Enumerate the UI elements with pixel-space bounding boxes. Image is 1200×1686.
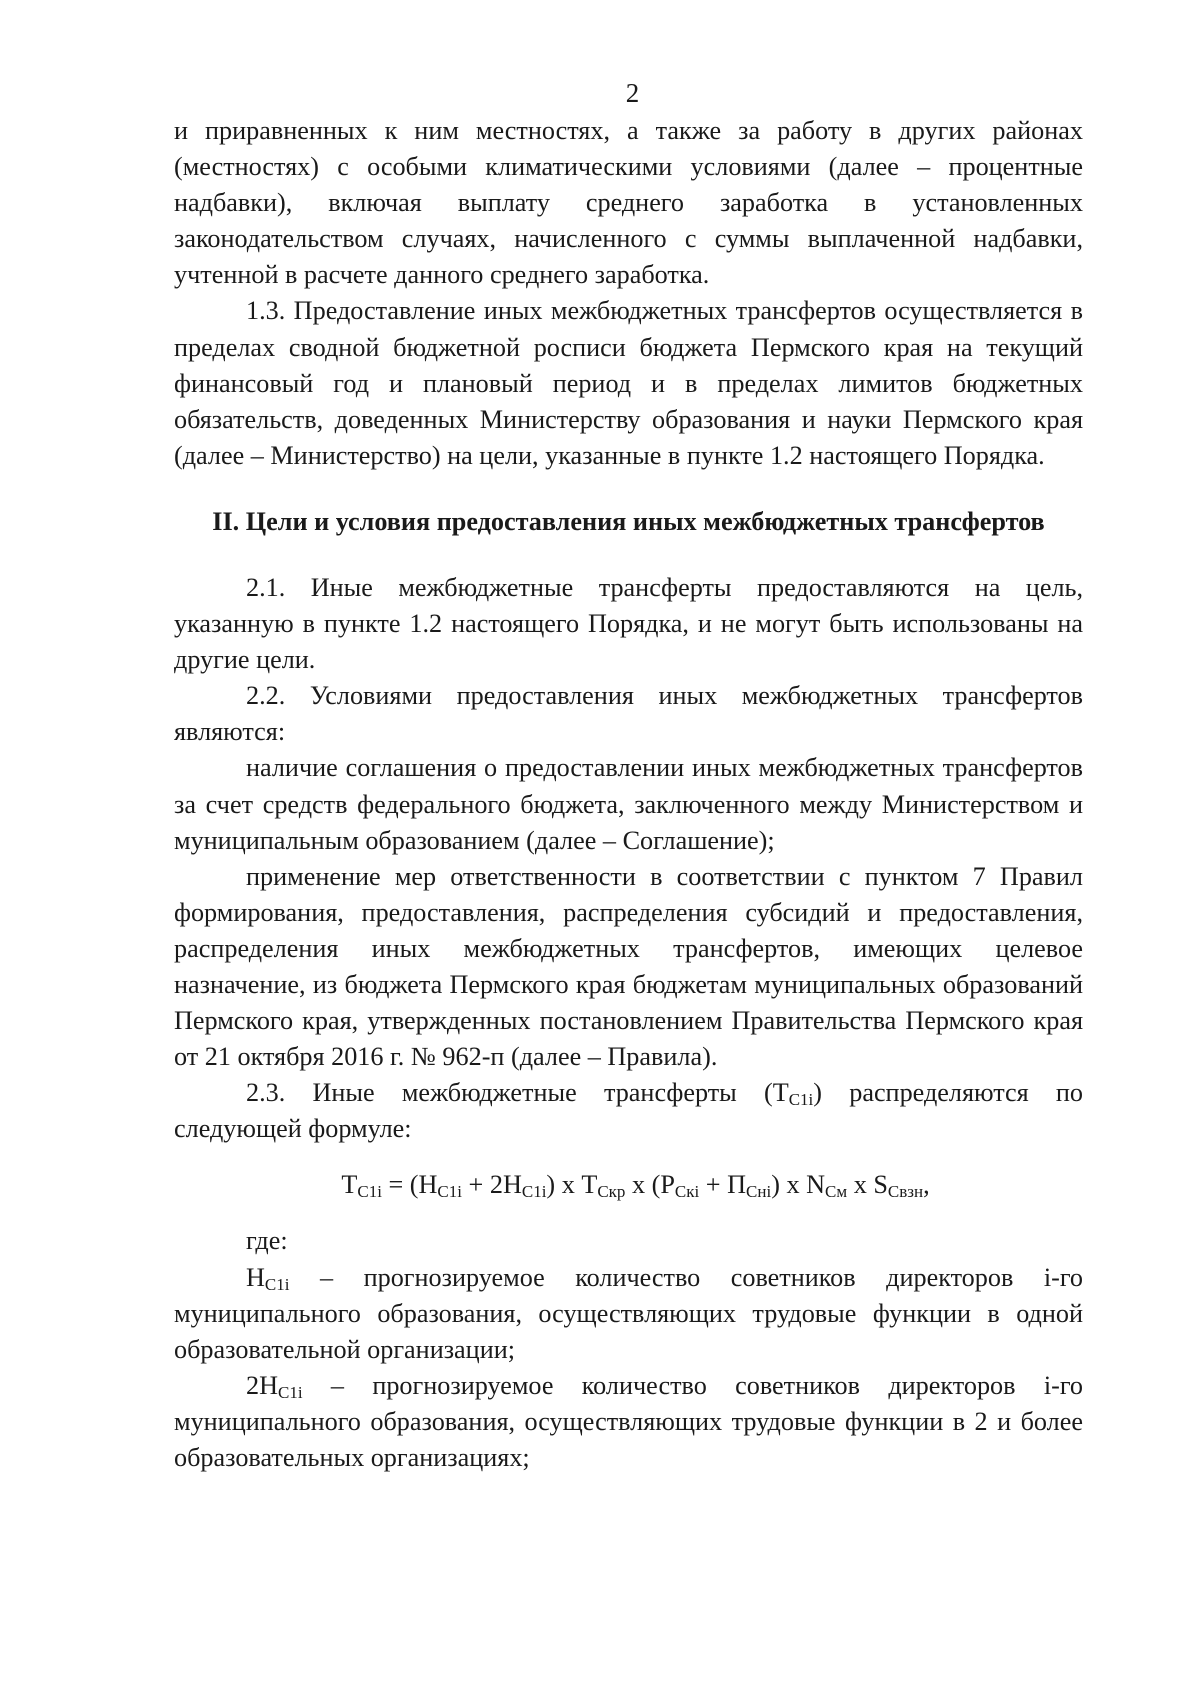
formula-part: = (Н (381, 1170, 438, 1200)
definition-term-subscript: C1i (264, 1274, 290, 1294)
formula-subscript: См (825, 1182, 848, 1202)
definition-term-letter: Н (246, 1262, 265, 1292)
formula-part: Т (341, 1170, 358, 1200)
formula-subscript: Снi (746, 1182, 772, 1202)
paragraph-2-2: 2.2. Условиями предоставления иных межбюджетных трансфертов являются: (174, 681, 1083, 747)
definition-term (246, 1371, 303, 1400)
paragraph-2-1: 2.1. Иные межбюджетные трансферты предоставляются на цель, указанную в пункте 1.2 настоящего Порядка, и не могут быть использованы на другие цели. (174, 572, 1083, 675)
paragraph-2-3-subscript: C1i (788, 1090, 814, 1110)
formula-subscript: C1i (437, 1182, 462, 1202)
section-heading: II. Цели и условия предоставления иных межбюджетных трансфертов (212, 506, 1045, 536)
definition-term-letter: 2Н (246, 1370, 279, 1400)
formula-part: х S (847, 1170, 888, 1200)
paragraph-condition-agreement: наличие соглашения о предоставлении иных межбюджетных трансфертов за счет средств федерального бюджета, заключенного между Министерством и муниципальным образованием (далее – Соглашение); (174, 753, 1083, 855)
formula-part: ) х Т (546, 1170, 598, 1200)
formula-subscript: C1i (357, 1182, 382, 1202)
formula-subscript: Свзн (887, 1182, 924, 1202)
where-label: где: (246, 1226, 288, 1256)
definition-term-subscript: C1i (278, 1382, 303, 1402)
distribution-formula (174, 1167, 1083, 1203)
formula-subscript: Скр (597, 1182, 626, 1202)
formula-part: + 2Н (461, 1170, 522, 1200)
definition-text: – прогнозируемое количество советников директоров i-го муниципального образования, осуществляющих трудовые функции в одной образовательной организации; (174, 1262, 1083, 1364)
formula-part: + П (699, 1170, 747, 1200)
formula-part: , (923, 1170, 930, 1200)
page-number: 2 (625, 78, 640, 108)
definition-term (246, 1263, 289, 1292)
formula-subscript: Скi (674, 1182, 700, 1202)
formula-part: х (Р (625, 1170, 675, 1200)
paragraph-2-3 (174, 1075, 1083, 1147)
formula-part: ) х N (771, 1170, 826, 1200)
definition-text: – прогнозируемое количество советников директоров i-го муниципального образования, осуществляющих трудовые функции в 2 и более образовательных организациях; (174, 1370, 1083, 1472)
formula-subscript: C1i (521, 1182, 547, 1202)
paragraph-condition-responsibility: применение мер ответственности в соответствии с пунктом 7 Правил формирования, предоставления, распределения субсидий и предоставления, распределения иных межбюджетных трансфертов, имеющих целевое назначение, из бюджета Пермского края бюджетам муниципальных образований Пермского края, утвержденных постановлением Правительства Пермского края от 21 октября 2016 г. № 962-п (далее – Правила). (174, 861, 1083, 1072)
paragraph-2-3-text-start: 2.3. Иные межбюджетные трансферты (Т (246, 1078, 789, 1108)
definition-h-c1i (174, 1260, 1083, 1368)
paragraph-2-3-text-end: ) распределяются по следующей формуле: (174, 1078, 1083, 1144)
paragraph-1-3: 1.3. Предоставление иных межбюджетных трансфертов осуществляется в пределах сводной бюджетной росписи бюджета Пермского края на текущий финансовый год и плановый период и в пределах лимитов бюджетных обязательств, доведенных Министерству образования и науки Пермского края (далее – Министерство) на цели, указанные в пункте 1.2 настоящего Порядка. (174, 296, 1083, 470)
paragraph-continuation: и приравненных к ним местностях, а также за работу в других районах (местностях) с особыми климатическими условиями (далее – процентные надбавки), включая выплату среднего заработка в установленных законодательством случаях, начисленного с суммы выплаченной надбавки, учтенной в расчете данного среднего заработка. (174, 116, 1083, 290)
definition-2h-c1i (174, 1368, 1083, 1476)
